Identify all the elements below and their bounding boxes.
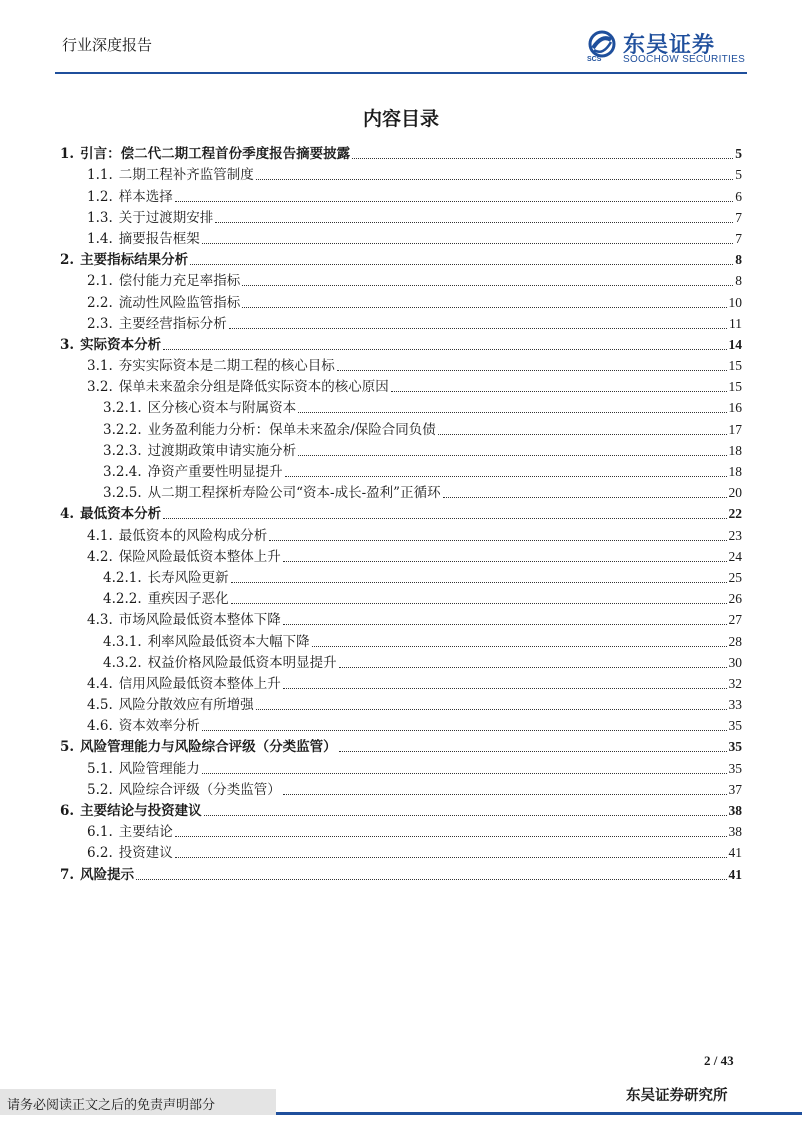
header-rule bbox=[55, 72, 747, 74]
toc-entry-page: 38 bbox=[728, 824, 742, 840]
toc-entry-number: 5.2. bbox=[87, 781, 113, 798]
toc-entry-text: 市场风险最低资本整体下降 bbox=[118, 612, 281, 629]
toc-entry[interactable] bbox=[60, 311, 742, 332]
page-indicator: 2 / 43 bbox=[704, 1053, 734, 1068]
toc-dot-leader bbox=[443, 497, 727, 498]
table-of-contents bbox=[60, 141, 742, 883]
toc-entry-number: 4.3.2. bbox=[103, 654, 142, 671]
toc-entry[interactable] bbox=[60, 459, 742, 480]
toc-dot-leader bbox=[202, 730, 727, 731]
logo-english-name: SOOCHOW SECURITIES bbox=[623, 54, 746, 65]
toc-entry-text: 权益价格风险最低资本明显提升 bbox=[147, 654, 337, 671]
toc-entry-page: 41 bbox=[728, 845, 742, 861]
toc-entry-page: 6 bbox=[735, 188, 742, 204]
toc-dot-leader bbox=[190, 264, 733, 265]
toc-entry-text: 区分核心资本与附属资本 bbox=[147, 400, 297, 417]
toc-entry-text: 夯实实际资本是二期工程的核心目标 bbox=[118, 358, 335, 375]
toc-dot-leader bbox=[231, 582, 727, 583]
toc-entry-page: 5 bbox=[735, 146, 742, 162]
toc-entry-number: 2.3. bbox=[87, 315, 113, 332]
toc-entry[interactable] bbox=[60, 162, 742, 183]
toc-entry-page: 28 bbox=[728, 633, 742, 649]
toc-entry-page: 35 bbox=[728, 739, 742, 755]
toc-dot-leader bbox=[391, 391, 727, 392]
toc-entry-number: 3.2.5. bbox=[103, 485, 142, 502]
toc-entry[interactable] bbox=[60, 840, 742, 861]
toc-entry-number: 3.2.3. bbox=[103, 442, 142, 459]
toc-dot-leader bbox=[242, 285, 733, 286]
company-logo bbox=[585, 28, 745, 68]
toc-entry[interactable] bbox=[60, 374, 742, 395]
toc-entry-number: 4.4. bbox=[87, 675, 113, 692]
toc-dot-leader bbox=[298, 455, 726, 456]
toc-entry-number: 6.2. bbox=[87, 845, 113, 862]
toc-entry-page: 15 bbox=[728, 379, 742, 395]
toc-entry-number: 4.1. bbox=[87, 527, 113, 544]
toc-entry-page: 35 bbox=[728, 760, 742, 776]
toc-entry-text: 保险风险最低资本整体上升 bbox=[118, 548, 281, 565]
toc-entry[interactable] bbox=[60, 819, 742, 840]
toc-dot-leader bbox=[204, 815, 727, 816]
toc-entry-page: 32 bbox=[728, 675, 742, 691]
toc-entry-page: 23 bbox=[728, 527, 742, 543]
toc-entry[interactable] bbox=[60, 692, 742, 713]
toc-entry[interactable] bbox=[60, 861, 742, 882]
toc-entry-page: 41 bbox=[728, 866, 742, 882]
toc-entry[interactable] bbox=[60, 713, 742, 734]
toc-entry-text: 风险管理能力与风险综合评级（分类监管） bbox=[80, 739, 337, 756]
toc-entry-text: 风险提示 bbox=[80, 866, 135, 883]
toc-entry-page: 27 bbox=[728, 612, 742, 628]
toc-dot-leader bbox=[438, 434, 727, 435]
institute-name: 东吴证券研究所 bbox=[626, 1087, 728, 1104]
toc-entry[interactable] bbox=[60, 268, 742, 289]
toc-dot-leader bbox=[283, 624, 727, 625]
toc-dot-leader bbox=[285, 476, 727, 477]
toc-dot-leader bbox=[229, 328, 727, 329]
toc-entry-text: 偿付能力充足率指标 bbox=[118, 273, 241, 290]
toc-entry[interactable] bbox=[60, 798, 742, 819]
toc-entry-page: 5 bbox=[735, 167, 742, 183]
toc-entry[interactable] bbox=[60, 395, 742, 416]
toc-entry-number: 4.3. bbox=[87, 612, 113, 629]
footer-rule bbox=[276, 1112, 802, 1115]
toc-entry-number: 3.2.2. bbox=[103, 421, 142, 438]
toc-entry-number: 4.5. bbox=[87, 697, 113, 714]
toc-entry-number: 3. bbox=[60, 336, 75, 353]
toc-entry[interactable] bbox=[60, 438, 742, 459]
toc-entry-number: 2.1. bbox=[87, 273, 113, 290]
toc-entry-page: 25 bbox=[728, 569, 742, 585]
toc-dot-leader bbox=[352, 158, 733, 159]
toc-entry-number: 4.2. bbox=[87, 548, 113, 565]
toc-entry-text: 信用风险最低资本整体上升 bbox=[118, 675, 281, 692]
toc-entry-text: 样本选择 bbox=[118, 188, 173, 205]
toc-dot-leader bbox=[175, 201, 733, 202]
toc-entry-text: 长寿风险更新 bbox=[147, 569, 229, 586]
toc-entry-text: 主要结论与投资建议 bbox=[80, 803, 202, 819]
toc-entry-page: 22 bbox=[728, 506, 742, 522]
toc-entry[interactable] bbox=[60, 522, 742, 543]
toc-entry[interactable] bbox=[60, 734, 742, 755]
toc-entry-text: 风险综合评级（分类监管） bbox=[118, 781, 281, 798]
toc-entry-number: 2.2. bbox=[87, 294, 113, 311]
toc-entry-page: 8 bbox=[735, 252, 742, 268]
toc-entry-text: 风险管理能力 bbox=[118, 760, 200, 777]
toc-dot-leader bbox=[283, 561, 727, 562]
toc-entry[interactable] bbox=[60, 671, 742, 692]
toc-entry[interactable] bbox=[60, 416, 742, 437]
toc-entry[interactable] bbox=[60, 544, 742, 565]
toc-dot-leader bbox=[256, 179, 733, 180]
toc-entry-number: 1.2. bbox=[87, 188, 113, 205]
toc-entry-text: 从二期工程探析寿险公司“资本-成长-盈利”正循环 bbox=[147, 485, 441, 502]
toc-dot-leader bbox=[298, 412, 726, 413]
toc-dot-leader bbox=[215, 222, 733, 223]
toc-entry[interactable] bbox=[60, 777, 742, 798]
toc-entry[interactable] bbox=[60, 141, 742, 162]
toc-entry[interactable] bbox=[60, 480, 742, 501]
toc-entry-number: 2. bbox=[60, 252, 75, 269]
toc-entry[interactable] bbox=[60, 353, 742, 374]
toc-entry-text: 过渡期政策申请实施分析 bbox=[147, 442, 297, 459]
toc-entry-page: 11 bbox=[729, 315, 742, 331]
toc-dot-leader bbox=[269, 540, 726, 541]
toc-dot-leader bbox=[231, 603, 727, 604]
toc-dot-leader bbox=[337, 370, 727, 371]
report-type-label: 行业深度报告 bbox=[62, 36, 153, 54]
toc-entry-number: 6. bbox=[60, 803, 75, 819]
toc-entry-page: 7 bbox=[735, 230, 742, 246]
toc-entry-number: 1. bbox=[60, 146, 75, 163]
toc-entry[interactable] bbox=[60, 628, 742, 649]
toc-entry-text: 引言：偿二代二期工程首份季度报告摘要披露 bbox=[80, 146, 351, 163]
toc-dot-leader bbox=[339, 751, 727, 752]
toc-entry[interactable] bbox=[60, 650, 742, 671]
toc-entry-number: 1.1. bbox=[87, 167, 113, 184]
toc-entry-number: 4.3.1. bbox=[103, 633, 142, 650]
toc-entry-page: 14 bbox=[728, 336, 742, 352]
toc-entry-text: 利率风险最低资本大幅下降 bbox=[147, 633, 310, 650]
toc-entry-number: 6.1. bbox=[87, 824, 113, 841]
toc-entry[interactable] bbox=[60, 332, 742, 353]
toc-entry-page: 37 bbox=[728, 781, 742, 797]
toc-entry[interactable] bbox=[60, 289, 742, 310]
toc-entry-number: 3.2.4. bbox=[103, 464, 142, 480]
toc-dot-leader bbox=[163, 518, 726, 519]
toc-entry-page: 33 bbox=[728, 697, 742, 713]
toc-entry-text: 最低资本分析 bbox=[80, 506, 162, 523]
toc-dot-leader bbox=[283, 794, 727, 795]
toc-entry[interactable] bbox=[60, 755, 742, 776]
toc-dot-leader bbox=[202, 773, 727, 774]
toc-dot-leader bbox=[175, 836, 727, 837]
toc-entry-text: 主要结论 bbox=[118, 824, 173, 841]
toc-dot-leader bbox=[256, 709, 727, 710]
toc-entry-number: 4.2.2. bbox=[103, 591, 142, 608]
toc-entry-page: 15 bbox=[728, 358, 742, 374]
toc-entry[interactable] bbox=[60, 501, 742, 522]
toc-entry-page: 18 bbox=[728, 442, 742, 458]
toc-entry-page: 7 bbox=[735, 209, 742, 225]
toc-entry-page: 10 bbox=[728, 294, 742, 310]
toc-entry-text: 实际资本分析 bbox=[80, 336, 162, 353]
toc-entry-text: 主要指标结果分析 bbox=[80, 252, 189, 269]
toc-entry-text: 投资建议 bbox=[118, 845, 173, 862]
toc-entry-page: 24 bbox=[728, 548, 742, 564]
toc-entry[interactable] bbox=[60, 586, 742, 607]
toc-entry-text: 业务盈利能力分析：保单未来盈余/保险合同负债 bbox=[147, 421, 436, 438]
toc-entry-text: 主要经营指标分析 bbox=[118, 315, 227, 332]
toc-entry-number: 1.3. bbox=[87, 209, 113, 226]
toc-entry-text: 净资产重要性明显提升 bbox=[147, 464, 283, 480]
toc-dot-leader bbox=[202, 243, 733, 244]
toc-title: 内容目录 bbox=[362, 108, 439, 130]
toc-entry-page: 26 bbox=[728, 591, 742, 607]
toc-dot-leader bbox=[163, 349, 726, 350]
toc-entry-number: 4.2.1. bbox=[103, 569, 142, 586]
toc-entry-page: 16 bbox=[728, 400, 742, 416]
toc-dot-leader bbox=[312, 646, 727, 647]
toc-entry-number: 7. bbox=[60, 866, 75, 883]
toc-entry[interactable] bbox=[60, 183, 742, 204]
toc-entry-page: 38 bbox=[728, 803, 742, 818]
toc-entry-text: 保单未来盈余分组是降低实际资本的核心原因 bbox=[118, 379, 389, 396]
toc-entry[interactable] bbox=[60, 565, 742, 586]
toc-entry-number: 1.4. bbox=[87, 230, 113, 247]
toc-entry-page: 20 bbox=[728, 485, 742, 501]
toc-entry-number: 3.2. bbox=[87, 379, 113, 396]
toc-dot-leader bbox=[136, 879, 726, 880]
toc-entry-text: 风险分散效应有所增强 bbox=[118, 697, 254, 714]
logo-chinese-name: 东吴证券 bbox=[623, 33, 716, 58]
toc-entry-text: 关于过渡期安排 bbox=[118, 209, 214, 226]
toc-entry-text: 摘要报告框架 bbox=[118, 230, 200, 247]
toc-entry-text: 资本效率分析 bbox=[118, 718, 200, 735]
toc-entry-number: 4. bbox=[60, 506, 75, 523]
toc-entry-text: 重疾因子恶化 bbox=[147, 591, 229, 608]
toc-entry-page: 35 bbox=[728, 718, 742, 734]
toc-entry-number: 3.2.1. bbox=[103, 400, 142, 417]
toc-entry-number: 3.1. bbox=[87, 358, 113, 375]
toc-entry[interactable] bbox=[60, 247, 742, 268]
toc-entry-text: 二期工程补齐监管制度 bbox=[118, 167, 254, 184]
toc-dot-leader bbox=[339, 667, 727, 668]
toc-entry-number: 5.1. bbox=[87, 760, 113, 777]
toc-entry-text: 流动性风险监管指标 bbox=[118, 294, 241, 311]
toc-entry-page: 8 bbox=[735, 273, 742, 289]
toc-entry-page: 17 bbox=[728, 421, 742, 437]
logo-scs-text: SCS bbox=[587, 56, 602, 63]
toc-dot-leader bbox=[283, 688, 727, 689]
toc-entry-text: 最低资本的风险构成分析 bbox=[118, 527, 268, 544]
disclaimer-note: 请务必阅读正文之后的免责声明部分 bbox=[0, 1089, 276, 1115]
toc-entry-number: 4.6. bbox=[87, 718, 113, 735]
toc-dot-leader bbox=[242, 307, 726, 308]
toc-entry-page: 18 bbox=[728, 464, 742, 479]
toc-entry[interactable] bbox=[60, 226, 742, 247]
toc-dot-leader bbox=[175, 857, 727, 858]
toc-entry[interactable] bbox=[60, 607, 742, 628]
toc-entry-number: 5. bbox=[60, 739, 75, 756]
toc-entry[interactable] bbox=[60, 205, 742, 226]
toc-entry-page: 30 bbox=[728, 654, 742, 670]
